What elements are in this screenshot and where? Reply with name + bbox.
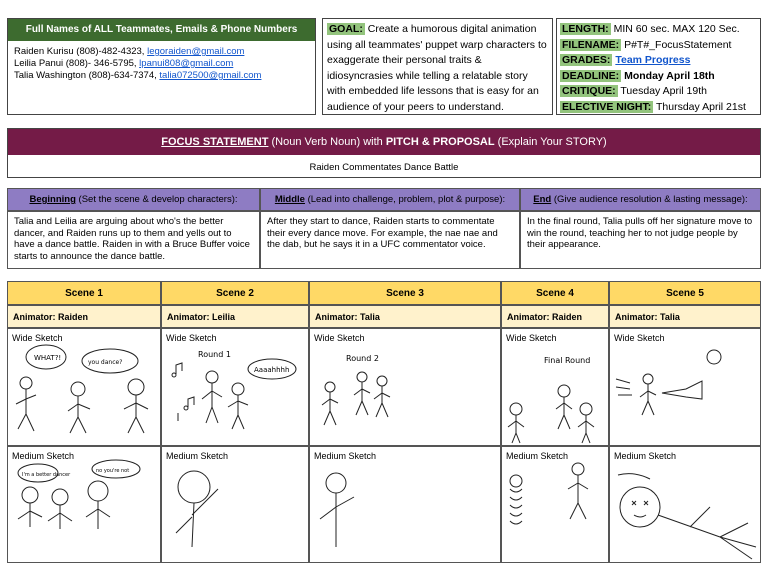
scene-4-wide-drawing	[502, 329, 608, 445]
length-label: LENGTH:	[562, 23, 609, 35]
goal-text: Create a humorous digital animation using all teammates' puppet warp characters to exaggerate their personal traits & idiosyncrasies while telling a relatable story with embedded life lessons that is easy for an audience of your peers to understand.	[327, 23, 547, 113]
goal-box	[322, 18, 553, 115]
scene-1-medium-drawing	[8, 447, 160, 562]
medium-sketch-label: Medium Sketch	[12, 451, 75, 461]
scene-1-wide-drawing	[8, 329, 160, 445]
grades-label: GRADES:	[562, 54, 611, 66]
focus-header: FOCUS STATEMENT (Noun Verb Noun) with PITCH & PROPOSAL (Explain Your STORY)	[8, 129, 760, 155]
scene-2-wide-sketch	[161, 328, 309, 446]
scene-5-wide-sketch	[609, 328, 761, 446]
scene-5-medium-sketch	[609, 446, 761, 563]
wide-sketch-label: Wide Sketch	[166, 333, 217, 343]
scene-3-medium-drawing	[310, 447, 500, 562]
critique-value: Tuesday April 19th	[617, 85, 707, 97]
scene-1-wide-sketch	[7, 328, 161, 446]
email-link[interactable]: lpanui808@gmail.com	[139, 58, 234, 69]
email-link[interactable]: legoraiden@gmail.com	[147, 46, 245, 57]
focus-box	[7, 128, 761, 178]
wide-sketch-label: Wide Sketch	[614, 333, 665, 343]
middle-header: Middle (Lead into challenge, problem, plot & purpose):	[260, 188, 520, 211]
scene-3-animator: Animator: Talia	[309, 305, 501, 328]
scene-3-wide-drawing	[310, 329, 500, 445]
scene-4-medium-sketch	[501, 446, 609, 563]
medium-sketch-label: Medium Sketch	[314, 451, 377, 461]
scene-1-medium-sketch	[7, 446, 161, 563]
team-header: Full Names of ALL Teammates, Emails & Phone Numbers	[8, 19, 315, 41]
end-header: End (Give audience resolution & lasting message):	[520, 188, 761, 211]
length-value: MIN 60 sec. MAX 120 Sec.	[610, 23, 740, 35]
info-box	[556, 18, 761, 115]
scene-2-wide-drawing	[162, 329, 308, 445]
scene-5-wide-drawing	[610, 329, 760, 445]
scene-2-medium-sketch	[161, 446, 309, 563]
scene-5-medium-drawing	[610, 447, 760, 562]
beginning-header: Beginning (Set the scene & develop characters):	[7, 188, 260, 211]
filename-value: P#T#_FocusStatement	[621, 38, 732, 51]
team-member: Talia Washington (808)-634-7374, talia072500@gmail.com	[14, 70, 262, 81]
medium-sketch-label: Medium Sketch	[614, 451, 677, 461]
wide-sketch-label: Wide Sketch	[314, 333, 365, 343]
scene-2-header: Scene 2	[161, 281, 309, 305]
svg-text:Round 2: Round 2	[346, 354, 379, 363]
scene-2-medium-drawing	[162, 447, 308, 562]
team-progress-link[interactable]: Team Progress	[615, 54, 691, 66]
scene-3-header: Scene 3	[309, 281, 501, 305]
scene-4-animator: Animator: Raiden	[501, 305, 609, 328]
medium-sketch-label: Medium Sketch	[166, 451, 229, 461]
elective-label: ELECTIVE NIGHT:	[562, 100, 652, 113]
scene-2-animator: Animator: Leilia	[161, 305, 309, 328]
scene-1-animator: Animator: Raiden	[7, 305, 161, 328]
scene-4-header: Scene 4	[501, 281, 609, 305]
wide-sketch-label: Wide Sketch	[12, 333, 63, 343]
focus-statement: Raiden Commentates Dance Battle	[309, 162, 459, 173]
filename-label: FILENAME:	[562, 38, 620, 51]
team-box	[7, 18, 316, 115]
scene-4-wide-sketch	[501, 328, 609, 446]
email-link[interactable]: talia072500@gmail.com	[159, 70, 262, 81]
scene-3-wide-sketch	[309, 328, 501, 446]
svg-text:Round 1: Round 1	[198, 350, 231, 359]
scene-5-header: Scene 5	[609, 281, 761, 305]
svg-text:Final Round: Final Round	[544, 356, 591, 365]
svg-text:Aaaahhhh: Aaaahhhh	[254, 366, 290, 374]
svg-text:I'm a better dancer: I'm a better dancer	[22, 472, 71, 478]
goal-label: GOAL:	[329, 23, 363, 35]
end-text: In the final round, Talia pulls off her signature move to win the round, teaching her to not judge people by their appearance.	[520, 211, 761, 269]
scene-5-animator: Animator: Talia	[609, 305, 761, 328]
team-member: Leilia Panui (808)- 346-5795, lpanui808@gmail.com	[14, 58, 234, 69]
elective-value: Thursday April 21st	[653, 100, 746, 113]
scene-3-medium-sketch	[309, 446, 501, 563]
team-member: Raiden Kurisu (808)-482-4323, legoraiden@gmail.com	[14, 46, 245, 57]
beginning-text: Talia and Leilia are arguing about who's the better dancer, and Raiden runs up to them and yells out to have a dance battle. Raiden in with a Bruce Buffer voice starts to announce the dance battle.	[7, 211, 260, 269]
middle-text: After they start to dance, Raiden starts to commentate their every dance move. For example, the nae nae and the dab, but he says it in a UFC commentator voice.	[260, 211, 520, 269]
scene-1-header: Scene 1	[7, 281, 161, 305]
svg-text:WHAT?!: WHAT?!	[34, 354, 62, 362]
svg-text:you dance?: you dance?	[88, 359, 123, 366]
deadline-label: DEADLINE:	[562, 69, 620, 82]
scene-4-medium-drawing	[502, 447, 608, 562]
deadline-value: Monday April 18th	[621, 69, 715, 82]
svg-text:no you're not: no you're not	[96, 468, 130, 474]
wide-sketch-label: Wide Sketch	[506, 333, 557, 343]
critique-label: CRITIQUE:	[562, 85, 616, 97]
medium-sketch-label: Medium Sketch	[506, 451, 569, 461]
